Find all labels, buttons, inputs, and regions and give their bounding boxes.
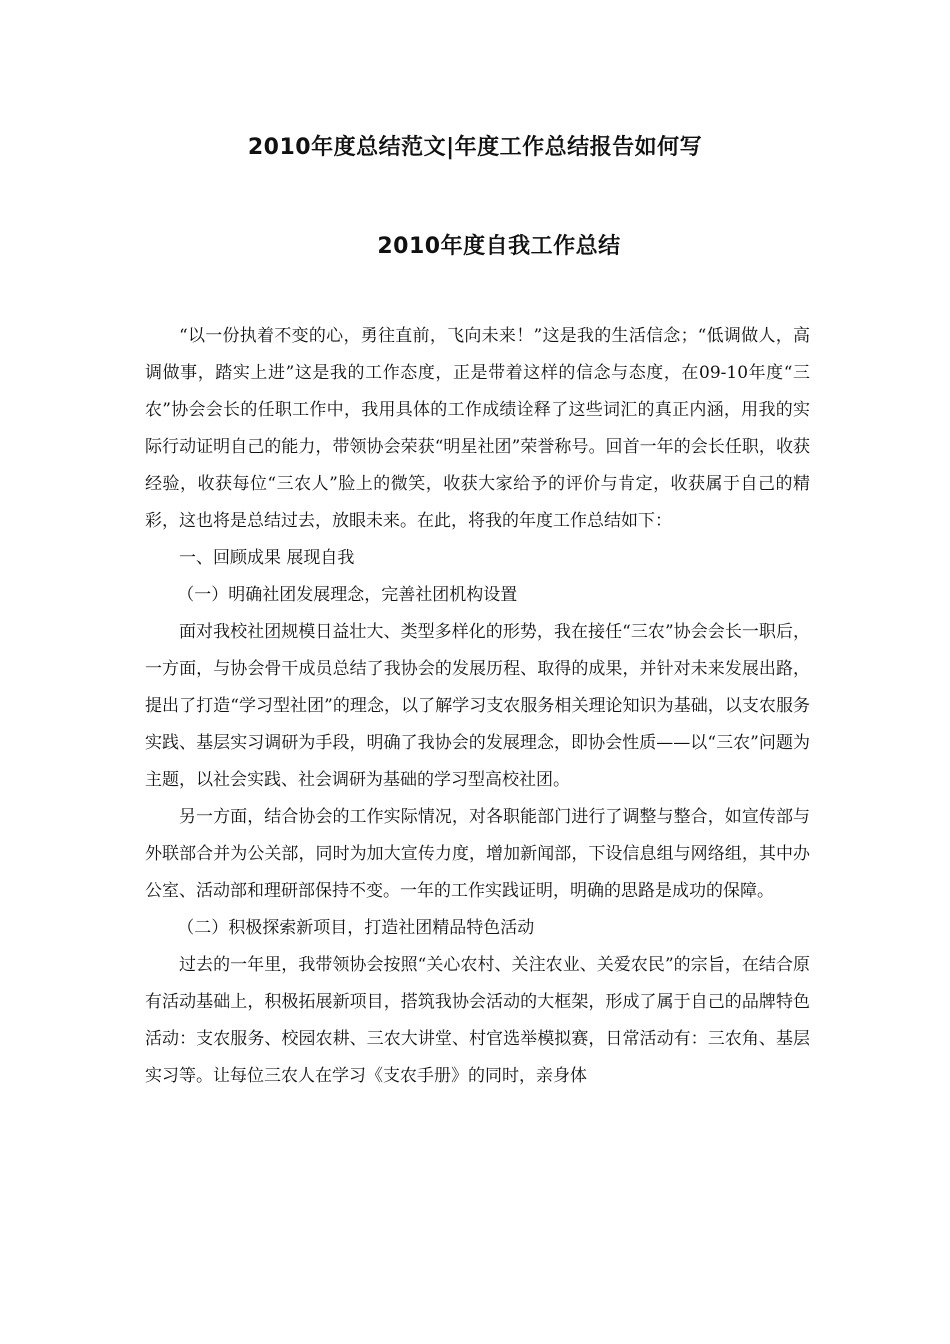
document-body — [145, 318, 810, 1095]
subsection-heading-philosophy: （一）明确社团发展理念，完善社团机构设置 — [177, 585, 518, 605]
paragraph-projects: 过去的一年里，我带领协会按照“关心农村、关注农业、关爱农民”的宗旨，在结合原有活动基础上，积极拓展新项目，搭筑我协会活动的大框架，形成了属于自己的品牌特色活动：支农服务、校园农耕、三农大讲堂、村官选举模拟赛，日常活动有：三农角、基层实习等。让每位三农人在学习《支农手册》的同时，亲身体 — [145, 955, 810, 1086]
document-subtitle: 2010年度自我工作总结 — [377, 234, 621, 259]
paragraph-organization: 另一方面，结合协会的工作实际情况，对各职能部门进行了调整与整合，如宣传部与外联部合并为公关部，同时为加大宣传力度，增加新闻部，下设信息组与网络组，其中办公室、活动部和理研部保持不变。一年的工作实践证明，明确的思路是成功的保障。 — [145, 807, 810, 901]
section-heading-review: 一、回顾成果 展现自我 — [179, 548, 355, 568]
paragraph-philosophy: 面对我校社团规模日益壮大、类型多样化的形势，我在接任“三农”协会会长一职后，一方面，与协会骨干成员总结了我协会的发展历程、取得的成果，并针对未来发展出路，提出了打造“学习型社团”的理念，以了解学习支农服务相关理论知识为基础，以支农服务实践、基层实习调研为手段，明确了我协会的发展理念，即协会性质——以“三农”问题为主题，以社会实践、社会调研为基础的学习型高校社团。 — [145, 622, 810, 790]
subsection-heading-projects: （二）积极探索新项目，打造社团精品特色活动 — [177, 918, 535, 938]
paragraph-intro: “以一份执着不变的心，勇往直前，飞向未来！”这是我的生活信念；“低调做人，高调做事，踏实上进”这是我的工作态度，正是带着这样的信念与态度，在09-10年度“三农”协会会长的任职工作中，我用具体的工作成绩诠释了这些词汇的真正内涵，用我的实际行动证明自己的能力，带领协会荣获“明星社团”荣誉称号。回首一年的会长任职，收获经验，收获每位“三农人”脸上的微笑，收获大家给予的评价与肯定，收获属于自己的精彩，这也将是总结过去，放眼未来。在此，将我的年度工作总结如下： — [145, 326, 810, 531]
document-title: 2010年度总结范文|年度工作总结报告如何写 — [247, 135, 703, 160]
